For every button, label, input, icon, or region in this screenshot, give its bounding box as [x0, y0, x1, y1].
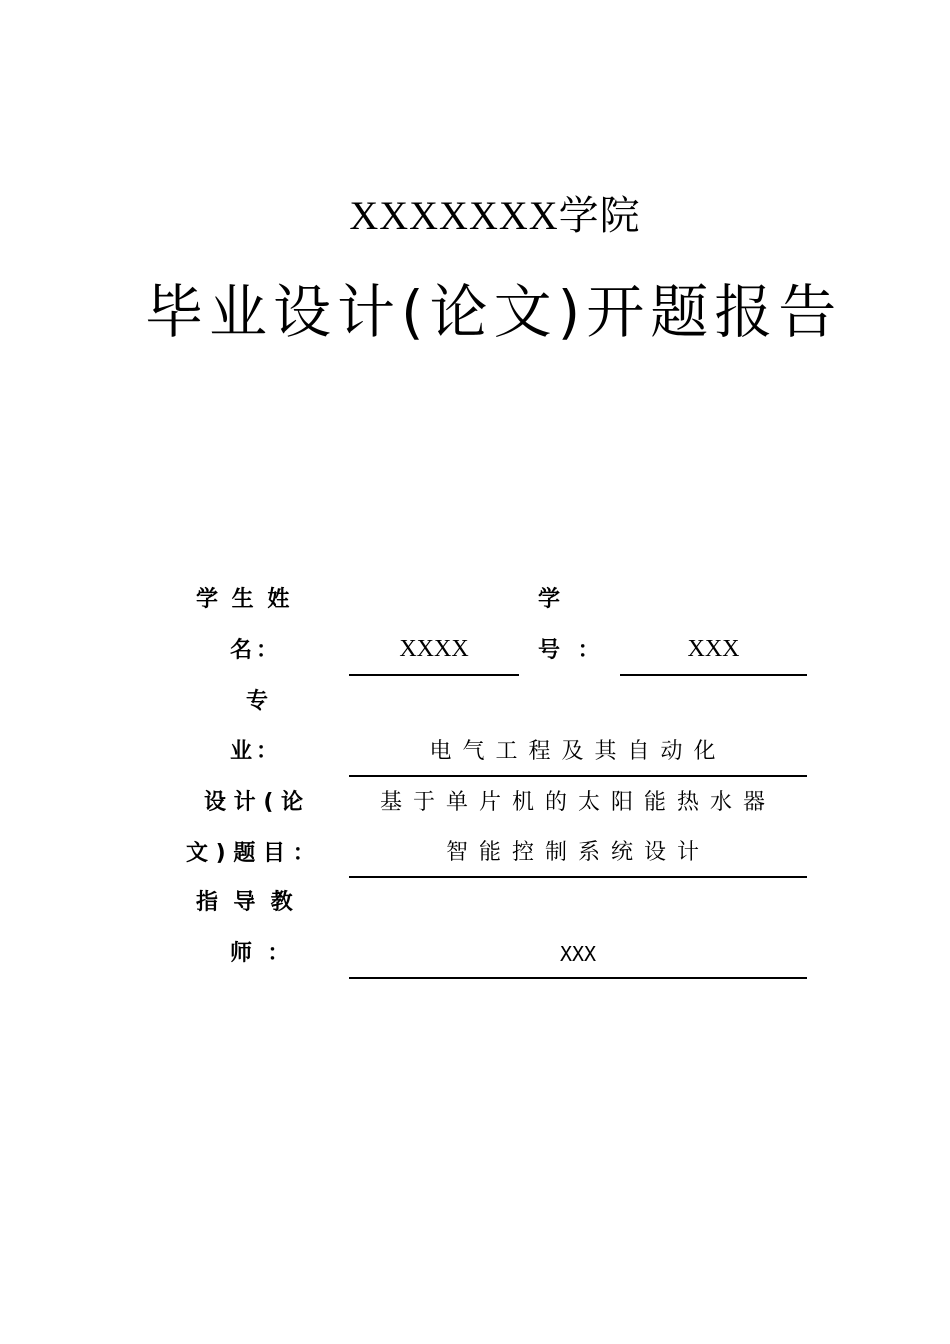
advisor-value: XXX [559, 942, 597, 966]
advisor-underline [349, 977, 807, 979]
student-name-label-line2: 名： [230, 638, 283, 663]
school-name: XXXXXXX学院 [349, 193, 641, 238]
topic-label-line2: 文 ) 题 目 ： [186, 841, 315, 866]
student-id-underline [620, 674, 807, 676]
topic-value-line2: 智能控制系统设计 [445, 840, 710, 865]
major-label-line1: 专 [246, 689, 269, 714]
advisor-label-line2: 师 ： [230, 941, 290, 966]
topic-value-line1: 基于单片机的太阳能热水器 [379, 790, 776, 815]
student-id-label-line2: 号 ： [538, 638, 600, 663]
student-name-label-line1: 学 生 姓 [196, 587, 290, 612]
major-label-line2: 业： [230, 739, 283, 764]
student-name-value: XXXX [399, 636, 469, 662]
student-id-value: XXX [687, 636, 740, 662]
student-id-label-line1: 学 [538, 587, 561, 612]
report-title: 毕业设计(论文)开题报告 [145, 278, 843, 346]
advisor-label-line1: 指 导 教 [196, 890, 293, 915]
student-name-underline [349, 674, 519, 676]
topic-label-line1: 设 计 ( 论 [204, 790, 304, 815]
major-underline [349, 775, 807, 777]
major-value: 电气工程及其自动化 [429, 739, 727, 764]
topic-underline [349, 876, 807, 878]
